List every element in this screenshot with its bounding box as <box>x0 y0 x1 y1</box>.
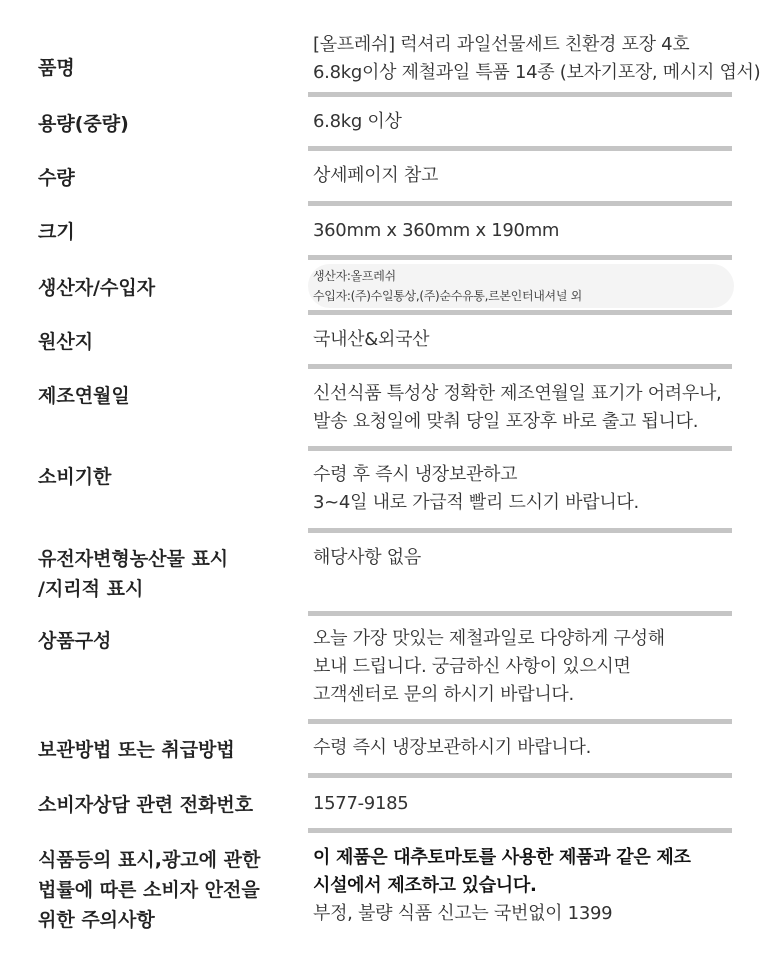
row-divider <box>308 446 732 451</box>
allergen-notice-line: 시설에서 제조하고 있습니다. <box>313 875 537 896</box>
row-value-expiration <box>313 461 753 517</box>
allergen-notice-line: 이 제품은 대추토마토를 사용한 제품과 같은 제조 <box>313 847 691 868</box>
row-label-manufacture-date: 제조연월일 <box>38 385 130 407</box>
row-divider <box>308 310 732 315</box>
row-value-storage <box>313 734 753 762</box>
row-label-storage: 보관방법 또는 취급방법 <box>38 739 235 761</box>
row-value-size <box>313 217 753 245</box>
row-label-expiration: 소비기한 <box>38 466 112 488</box>
row-label-producer-importer: 생산자/수입자 <box>38 277 156 299</box>
row-value-capacity <box>313 108 753 136</box>
row-label-origin: 원산지 <box>38 331 94 353</box>
label-line: 법률에 따른 소비자 안전을 <box>38 879 260 901</box>
label-line: /지리적 표시 <box>38 578 144 600</box>
label-line: 식품등의 표시,광고에 관한 <box>38 849 261 871</box>
row-value-quantity <box>313 162 753 190</box>
value-line: 3~4일 내로 가급적 빨리 드시기 바랍니다. <box>313 492 639 513</box>
value-line: 고객센터로 문의 하시기 바랍니다. <box>313 684 574 705</box>
row-divider <box>308 773 732 778</box>
row-divider <box>308 201 732 206</box>
row-value-producer-importer <box>313 266 753 306</box>
row-label-phone: 소비자상담 관련 전화번호 <box>38 794 254 816</box>
row-label-safety-notice <box>38 845 288 935</box>
value-line: 해당사항 없음 <box>313 547 421 568</box>
row-divider <box>308 828 732 833</box>
row-divider <box>308 719 732 724</box>
row-value-composition <box>313 625 753 709</box>
row-label-size: 크기 <box>38 221 75 243</box>
value-line: 오늘 가장 맛있는 제철과일로 다양하게 구성해 <box>313 628 665 649</box>
value-line: 1577-9185 <box>313 793 409 814</box>
row-divider <box>308 92 732 97</box>
row-value-gmo <box>313 544 753 572</box>
label-line: 위한 주의사항 <box>38 909 155 931</box>
label-line: 유전자변형농산물 표시 <box>38 548 229 570</box>
row-label-gmo <box>38 544 288 604</box>
value-line: 생산자:올프레쉬 <box>313 269 396 283</box>
value-line: 신선식품 특성상 정확한 제조연월일 표기가 어려우나, <box>313 383 722 404</box>
value-line: 보내 드립니다. 궁금하신 사항이 있으시면 <box>313 656 631 677</box>
row-value-product-name <box>313 31 761 87</box>
row-value-safety-notice <box>313 844 753 928</box>
row-label-product-name: 품명 <box>38 57 75 79</box>
row-value-origin <box>313 326 753 354</box>
row-divider <box>308 364 732 369</box>
value-line: 360mm x 360mm x 190mm <box>313 220 560 241</box>
value-line: 부정, 불량 식품 신고는 국번없이 1399 <box>313 903 613 924</box>
row-value-manufacture-date <box>313 380 753 436</box>
row-label-quantity: 수량 <box>38 167 75 189</box>
value-line: 상세페이지 참고 <box>313 165 439 186</box>
value-line: 수령 후 즉시 냉장보관하고 <box>313 464 518 485</box>
value-line: 수령 즉시 냉장보관하시기 바랍니다. <box>313 737 592 758</box>
row-divider <box>308 528 732 533</box>
value-line: 국내산&외국산 <box>313 329 430 350</box>
row-label-capacity: 용량(중량) <box>38 113 129 135</box>
row-divider <box>308 611 732 616</box>
row-value-phone <box>313 790 753 818</box>
value-line: 6.8kg이상 제철과일 특품 14종 (보자기포장, 메시지 엽서) <box>313 62 761 83</box>
row-divider <box>308 255 732 260</box>
row-label-composition: 상품구성 <box>38 630 112 652</box>
value-line: 발송 요청일에 맞춰 당일 포장후 바로 출고 됩니다. <box>313 411 699 432</box>
value-line: [올프레쉬] 럭셔리 과일선물세트 친환경 포장 4호 <box>313 34 690 55</box>
value-line: 수입자:(주)수일통상,(주)순수유통,르본인터내셔널 외 <box>313 289 582 303</box>
value-line: 6.8kg 이상 <box>313 111 402 132</box>
row-divider <box>308 146 732 151</box>
